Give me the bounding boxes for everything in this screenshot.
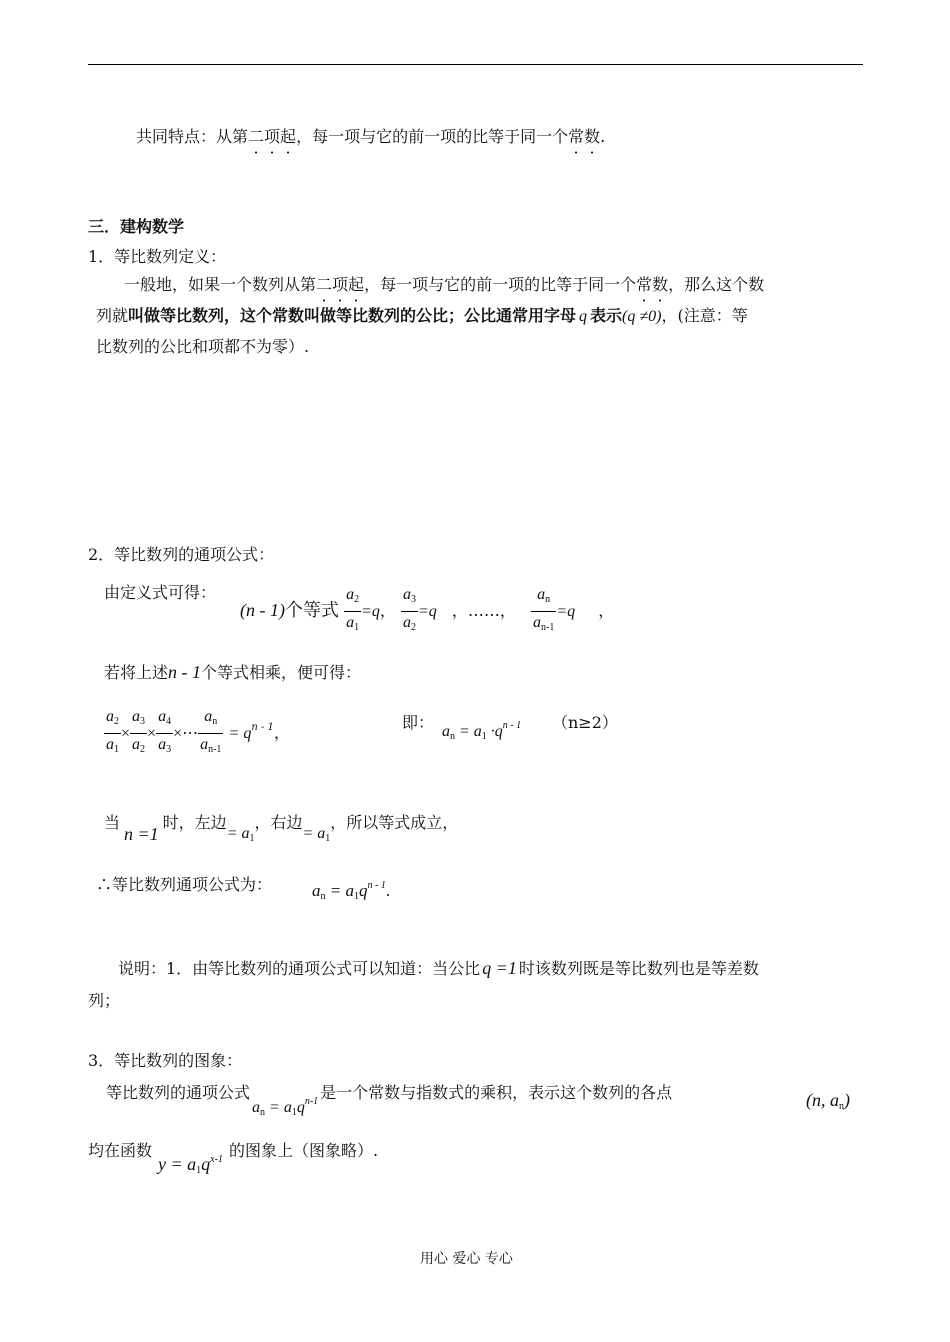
fraction-a2-a1: $\frac{a_2}{a_1}$: [346, 586, 360, 633]
definition-line-3: 比数列的公比和项都不为零）.: [96, 337, 310, 356]
graph-line-2: 均在函数$y = a_1q^{x-1}$ 的图象上（图象略）.: [88, 1141, 379, 1176]
note-line-1: 说明：1．由等比数列的通项公式可以知道：当公比 q =1 时该数列既是等比数列也是等差数: [118, 958, 759, 978]
ie-formula: $a_n = a_1 \cdot q^{n - 1}$: [442, 720, 522, 742]
point-notation: (n, $a_n$): [806, 1090, 850, 1112]
definition-line-1: 一般地，如果一个数列从第二项起，每一项与它的前一项的比等于同一个常数，那么这个数: [124, 275, 765, 294]
equations-list: (n - 1)个等式 $\frac{a_2}{a_1}$ =q， $\frac{a_3}{a_2}$ =q ，……， $\frac{a_n}{a_{n-1}}$ =q ，: [240, 584, 614, 639]
when-n-1-line: 当n =1时，左边= $a_1$，右边= $a_1$，所以等式成立，: [104, 813, 459, 844]
ie-label: 即：: [402, 713, 435, 732]
common-feature-line: 共同特点：从第二项起，每一项与它的前一项的比等于同一个常数.: [136, 127, 606, 146]
header-rule: [88, 64, 863, 65]
section-heading: 三．建构数学: [88, 217, 185, 236]
graph-title: 3．等比数列的图象：: [88, 1051, 243, 1070]
footer-text: 用心 爱心 专心: [420, 1251, 513, 1267]
product-formula: $\frac{a_2}{a_1}$ × $\frac{a_3}{a_2}$ × $\frac{a_4}{a_3}$ ×⋯ $\frac{a_n}{a_{n-1}}$ = $q^{n - 1}$，: [106, 708, 290, 755]
graph-line-1: 等比数列的通项公式$a_n = a_1q^{n-1}$ 是一个常数与指数式的乘积，表示这个数列的各点: [106, 1083, 673, 1118]
definition-line-2: 列就叫做等比数列，这个常数叫做等比数列的公比；公比通常用字母 q 表示(q ≠0)，(注意：等: [96, 306, 748, 325]
multiply-line: 若将上述n - 1个等式相乘，便可得：: [104, 662, 362, 682]
from-definition-line: 由定义式可得：: [104, 583, 217, 602]
fraction-a3-a2: $\frac{a_3}{a_2}$: [402, 586, 416, 633]
formula-title: 2．等比数列的通项公式：: [88, 545, 275, 564]
note-line-2: 列；: [88, 991, 121, 1010]
general-term-formula: $a_n = a_1q^{n - 1}$.: [312, 880, 391, 902]
therefore-line: ∴等比数列通项公式为：: [96, 875, 273, 894]
ie-condition: （n≥2）: [552, 713, 618, 732]
fraction-an-an1: $\frac{a_n}{a_{n-1}}$: [532, 586, 555, 633]
definition-title: 1．等比数列定义：: [88, 247, 227, 266]
